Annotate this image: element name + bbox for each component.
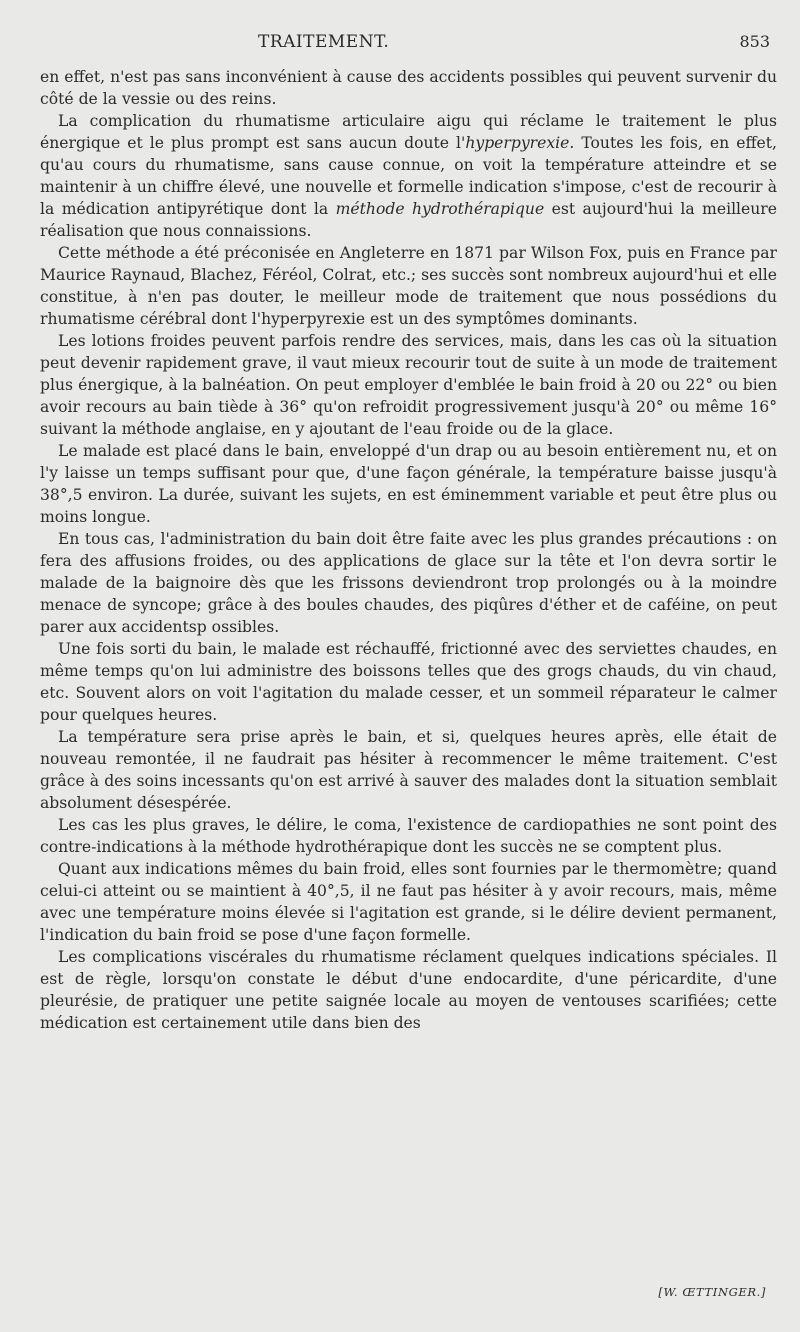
paragraph-malade-bain <box>40 440 777 528</box>
paragraph-precautions <box>40 528 777 638</box>
paragraph-text: La température sera prise après le bain, et si, quelques heures après, elle était de nouveau remontée, il ne faudrait pas hésiter à recommencer le même traitement. C'est grâce à des soins incessants qu'on est arrivé à sauver des malades dont la situation semblait absolument désespérée. <box>40 728 777 812</box>
paragraph-text: La complication du rhumatisme articulaire aigu qui réclame le traitement le plus énergique et le plus prompt est sans aucun doute l' <box>40 112 777 152</box>
author-signature: [W. ŒTTINGER.] <box>658 1285 766 1299</box>
page-number: 853 <box>739 32 770 51</box>
paragraph-text: Les complications viscérales du rhumatisme réclament quelques indications spéciales. Il est de règle, lorsqu'on constate le début d'une endocardite, d'une péricardite, d'une pleurésie, de pratiquer une petite saignée locale au moyen de ventouses scarifiées; cette médication est certainement utile dans bien des <box>40 948 777 1032</box>
paragraph-indications <box>40 858 777 946</box>
paragraph-methode <box>40 242 777 330</box>
paragraph-cas-graves <box>40 814 777 858</box>
paragraph-text: Cette méthode a été préconisée en Angleterre en 1871 par Wilson Fox, puis en France par Maurice Raynaud, Blachez, Féréol, Colrat, etc.; ses succès sont nombreux aujourd'hui et elle constitue, à n'en pas douter, le meilleur mode de traitement que nous possédions du rhumatisme cérébral dont l'hyperpyrexie est un des symptômes dominants. <box>40 244 777 328</box>
paragraph-text: Les lotions froides peuvent parfois rendre des services, mais, dans les cas où la situation peut devenir rapidement grave, il vaut mieux recourir tout de suite à un mode de traitement plus énergique, à la balnéation. On peut employer d'emblée le bain froid à 20 ou 22° ou bien avoir recours au bain tiède à 36° qu'on refroidit progressivement jusqu'à 20° ou même 16° suivant la méthode anglaise, en y ajoutant de l'eau froide ou de la glace. <box>40 332 777 438</box>
paragraph-complications <box>40 946 777 1034</box>
running-title: TRAITEMENT. <box>258 32 390 52</box>
paragraph-text: en effet, n'est pas sans inconvénient à cause des accidents possibles qui peuvent survenir du côté de la vessie ou des reins. <box>40 68 777 108</box>
running-head <box>0 32 800 54</box>
paragraph-continued <box>40 66 777 110</box>
paragraph-text: En tous cas, l'administration du bain doit être faite avec les plus grandes précautions : on fera des affusions froides, ou des applications de glace sur la tête et l'on devra sortir le malade de la baignoire dès que les frissons deviendront trop prolongés ou à la moindre menace de syncope; grâce à des boules chaudes, des piqûres d'éther et de caféine, on peut parer aux accidentsp ossibles. <box>40 530 777 636</box>
paragraph-text: Le malade est placé dans le bain, enveloppé d'un drap ou au besoin entièrement nu, et on l'y laisse un temps suffisant pour que, d'une façon générale, la température baisse jusqu'à 38°,5 environ. La durée, suivant les sujets, en est éminemment variable et peut être plus ou moins longue. <box>40 442 777 526</box>
italic-term: hyperpyrexie. <box>465 134 575 152</box>
paragraph-text: Une fois sorti du bain, le malade est réchauffé, frictionné avec des serviettes chaudes, en même temps qu'on lui administre des boissons telles que des grogs chauds, du vin chaud, etc. Souvent alors on voit l'agitation du malade cesser, et un sommeil réparateur le calmer pour quelques heures. <box>40 640 777 724</box>
body-text <box>40 66 777 1034</box>
paragraph-text: Quant aux indications mêmes du bain froid, elles sont fournies par le thermomètre; quand celui-ci atteint ou se maintient à 40°,5, il ne faut pas hésiter à y avoir recours, mais, même avec une température moins élevée si l'agitation est grande, si le délire devient permanent, l'indication du bain froid se pose d'une façon formelle. <box>40 860 777 944</box>
paragraph-lotions <box>40 330 777 440</box>
paragraph-text: Les cas les plus graves, le délire, le coma, l'existence de cardiopathies ne sont point des contre-indications à la méthode hydrothérapique dont les succès ne se comptent plus. <box>40 816 777 856</box>
paragraph-temperature <box>40 726 777 814</box>
paragraph-hyperpyrexie <box>40 110 777 242</box>
italic-term: méthode hydrothérapique <box>335 200 545 218</box>
paragraph-sortie-bain <box>40 638 777 726</box>
paragraph-text: est aujourd'hui la meilleure réalisation que nous connaissions. <box>40 200 777 240</box>
paragraph-text: Toutes les fois, en effet, qu'au cours du rhumatisme, sans cause connue, on voit la température atteindre et se maintenir à un chiffre élevé, une nouvelle et formelle indication s'impose, c'est de recourir à la médication antipyrétique dont la <box>40 134 777 218</box>
